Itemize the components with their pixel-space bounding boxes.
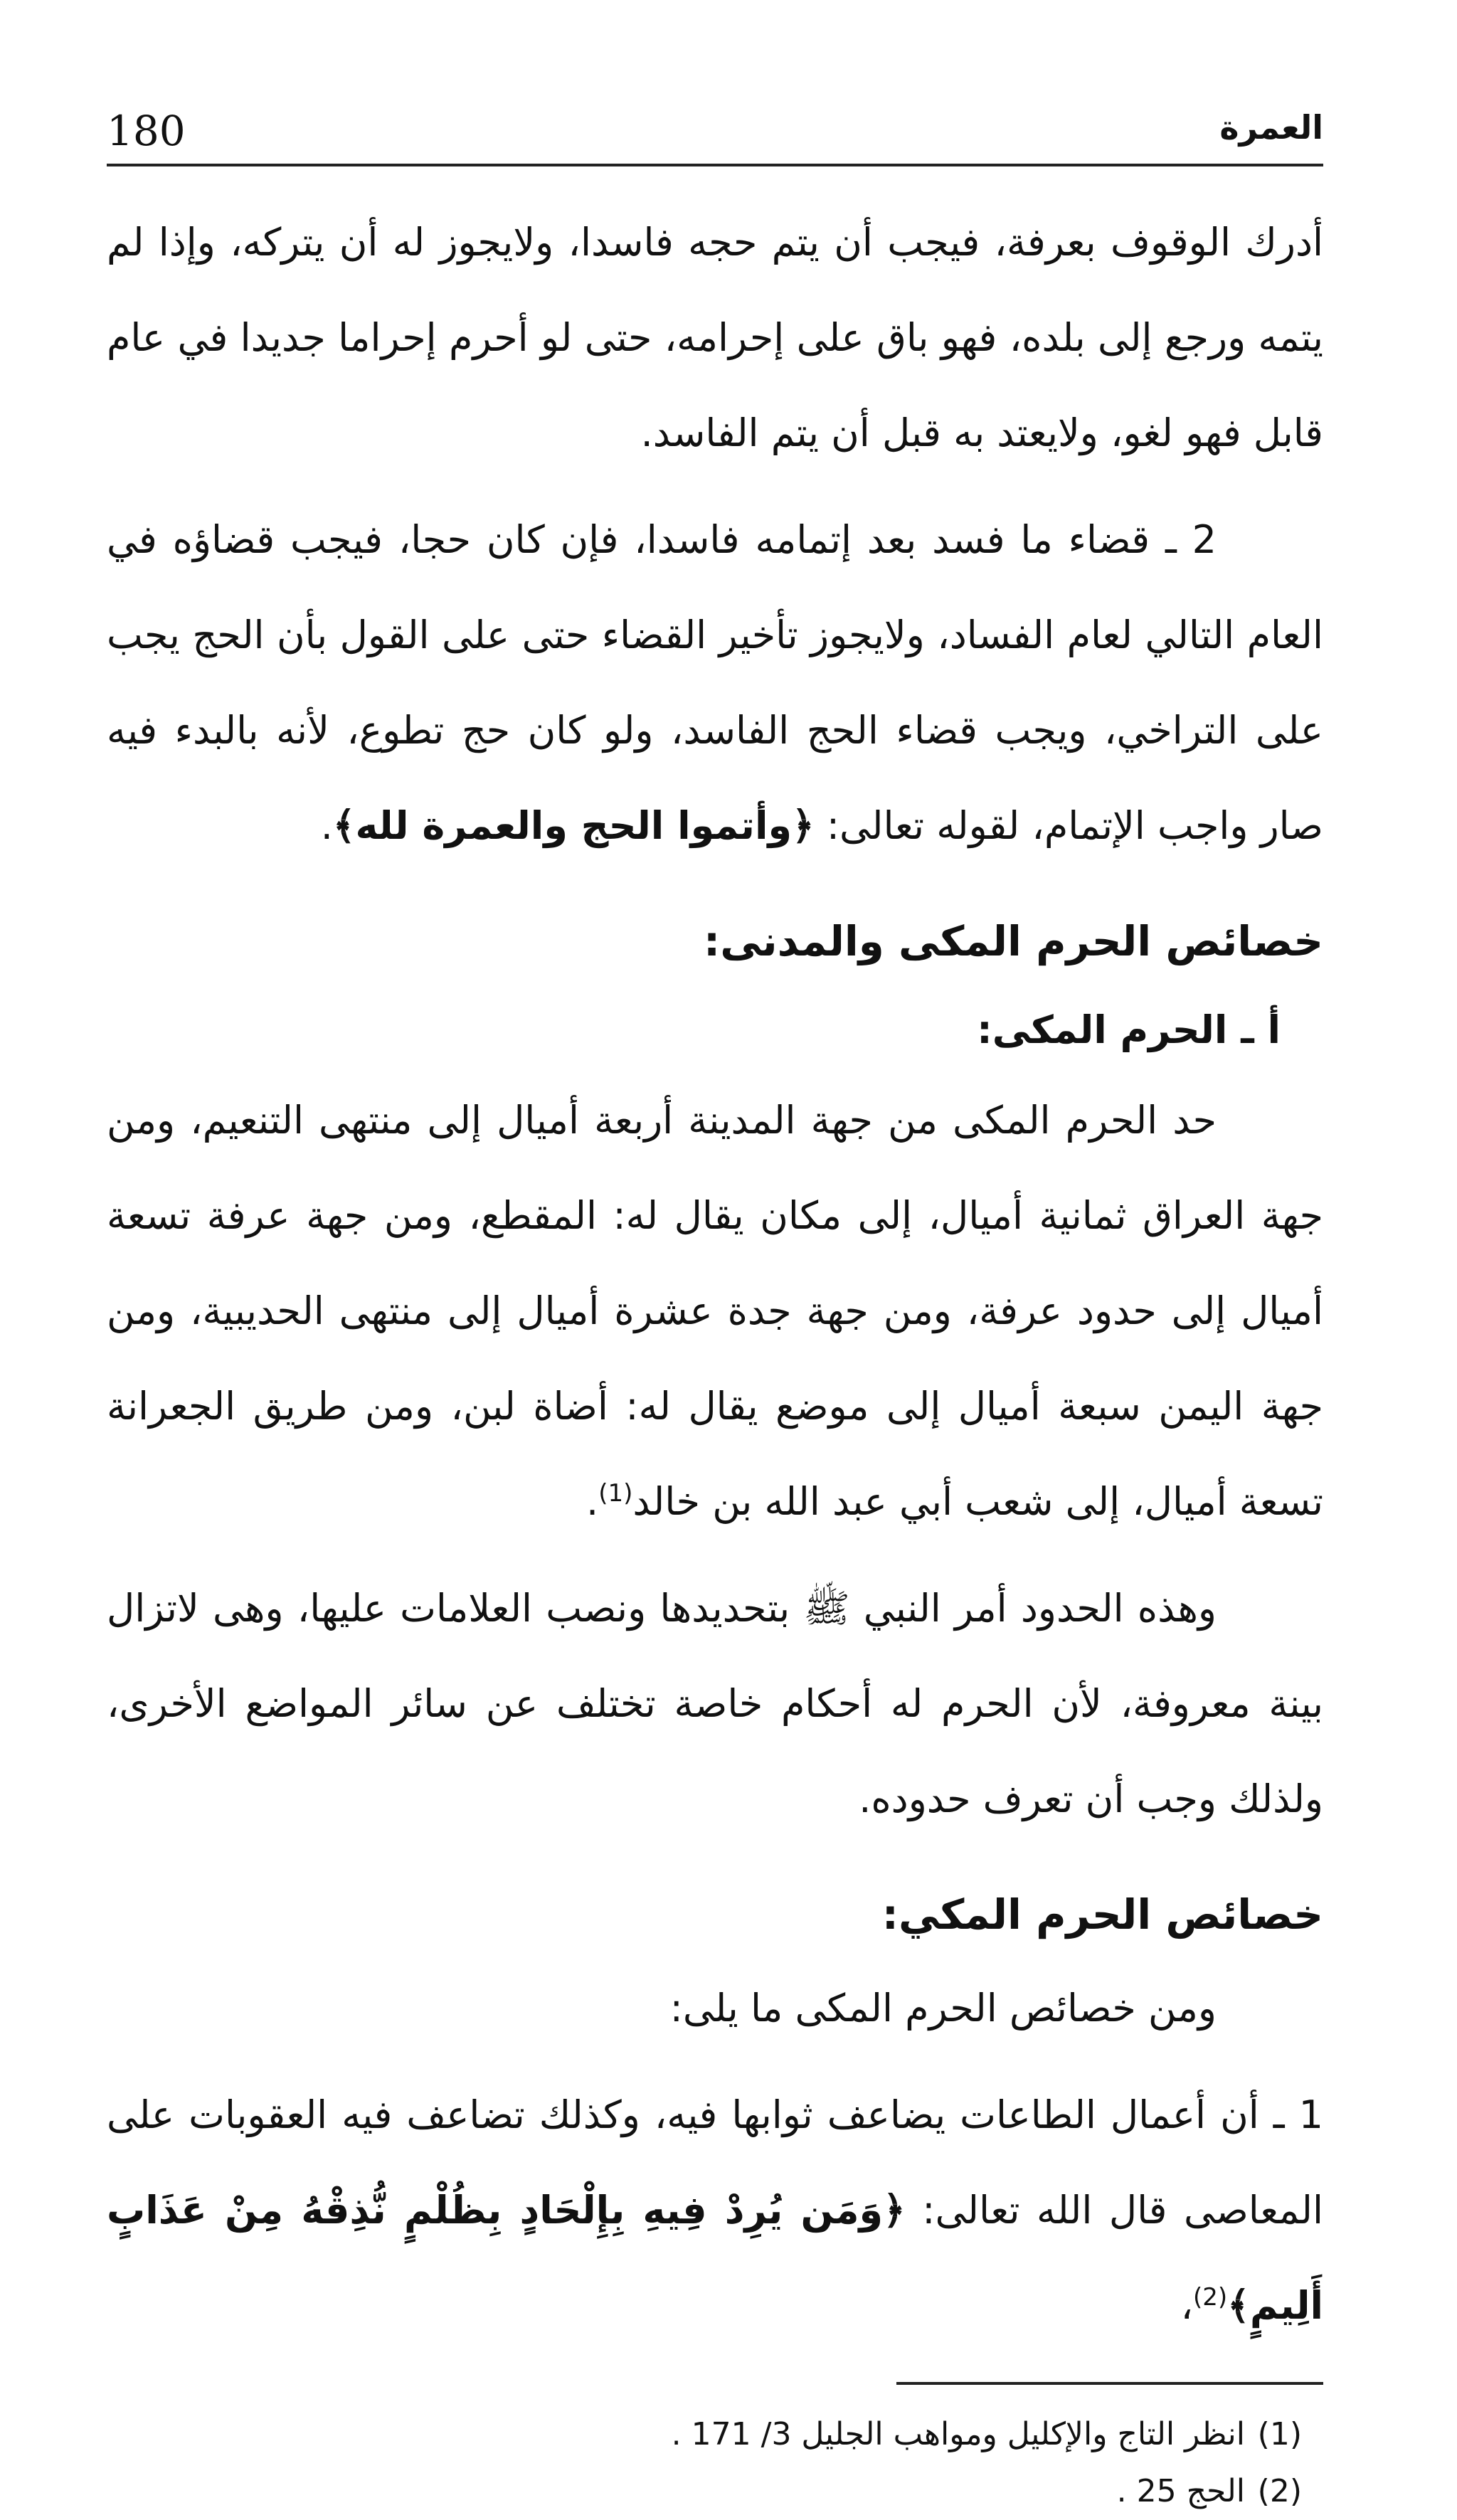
paragraph-2-end: . xyxy=(320,803,333,848)
footnote-number: (1) xyxy=(1257,2416,1302,2452)
footnote-ref-1[interactable]: (1) xyxy=(598,1479,633,1508)
footnote-divider xyxy=(896,2382,1323,2385)
page-number: 180 xyxy=(107,107,186,155)
book-page xyxy=(107,92,1323,2520)
running-title: العمرة xyxy=(1219,108,1323,147)
paragraph-5: ومن خصائص الحرم المكى ما يلى: xyxy=(669,1986,1217,2031)
paragraph-6-text: 1 ـ أن أعمال الطاعات يضاعف ثوابها فيه، وكذلك تضاعف فيه العقوبات على المعاصى قال الله تعالى: xyxy=(107,2092,1323,2233)
page-header xyxy=(107,92,1323,166)
quran-quote-2: ﴿وَمَن يُرِدْ فِيهِ بِإِلْحَادٍ بِظُلْمٍ نُّذِقْهُ مِنْ عَذَابٍ أَلِيمٍ﴾ xyxy=(107,2188,1323,2328)
footnote-number: (2) xyxy=(1257,2473,1302,2509)
footnote-text: الحج 25 . xyxy=(1116,2473,1245,2509)
paragraph-6 xyxy=(107,2068,1323,2354)
footnote-ref-2[interactable]: (2) xyxy=(1193,2283,1228,2312)
paragraph-3-end: . xyxy=(586,1479,599,1524)
footnote-1 xyxy=(107,2406,1302,2463)
footnote-2 xyxy=(107,2463,1302,2520)
paragraph-3 xyxy=(107,1073,1323,1550)
section-heading-2: خصائص الحرم المكي: xyxy=(881,1890,1323,1939)
subsection-heading-1: أ ـ الحرم المكى: xyxy=(977,1007,1281,1052)
page-body xyxy=(107,195,1323,2354)
paragraph-4: وهذه الحدود أمر النبي ﷺ بتحديدها ونصب العلامات عليها، وهى لاتزال بينة معروفة، لأن الحرم له أحكام خاصة تختلف عن سائر المواضع الأخرى، ولذلك وجب أن تعرف حدوده. xyxy=(107,1586,1323,1821)
section-heading-1: خصائص الحرم المكى والمدنى: xyxy=(704,917,1323,965)
footnotes xyxy=(107,2406,1323,2520)
footnote-text: انظر التاج والإكليل ومواهب الجليل 3/ 171 . xyxy=(671,2416,1245,2452)
quran-quote-1: ﴿وأتموا الحج والعمرة لله﴾ xyxy=(332,803,815,848)
paragraph-6-end: ، xyxy=(1180,2283,1193,2328)
paragraph-3-text: حد الحرم المكى من جهة المدينة أربعة أميال إلى منتهى التنعيم، ومن جهة العراق ثمانية أميال، إلى مكان يقال له: المقطع، ومن جهة عرفة تسعة أميال إلى حدود عرفة، ومن جهة جدة عشرة أميال إلى منتهى الحديبية، ومن جهة اليمن سبعة أميال إلى موضع يقال له: أضاة لبن، ومن طريق الجعرانة تسعة أميال، إلى شعب أبي عبد الله بن خالد xyxy=(107,1098,1323,1524)
paragraph-1: أدرك الوقوف بعرفة، فيجب أن يتم حجه فاسدا، ولايجوز له أن يتركه، وإذا لم يتمه ورجع إلى بلده، فهو باق على إحرامه، حتى لو أحرم إحراما جديدا في عام قابل فهو لغو، ولايعتد به قبل أن يتم الفاسد. xyxy=(107,220,1323,455)
paragraph-2 xyxy=(107,492,1323,874)
paragraph-2-text: 2 ـ قضاء ما فسد بعد إتمامه فاسدا، فإن كان حجا، فيجب قضاؤه في العام التالي لعام الفساد، ولايجوز تأخير القضاء حتى على القول بأن الحج يجب على التراخي، ويجب قضاء الحج الفاسد، ولو كان حج تطوع، لأنه بالبدء فيه صار واجب الإتمام، لقوله تعالى: xyxy=(107,517,1323,848)
